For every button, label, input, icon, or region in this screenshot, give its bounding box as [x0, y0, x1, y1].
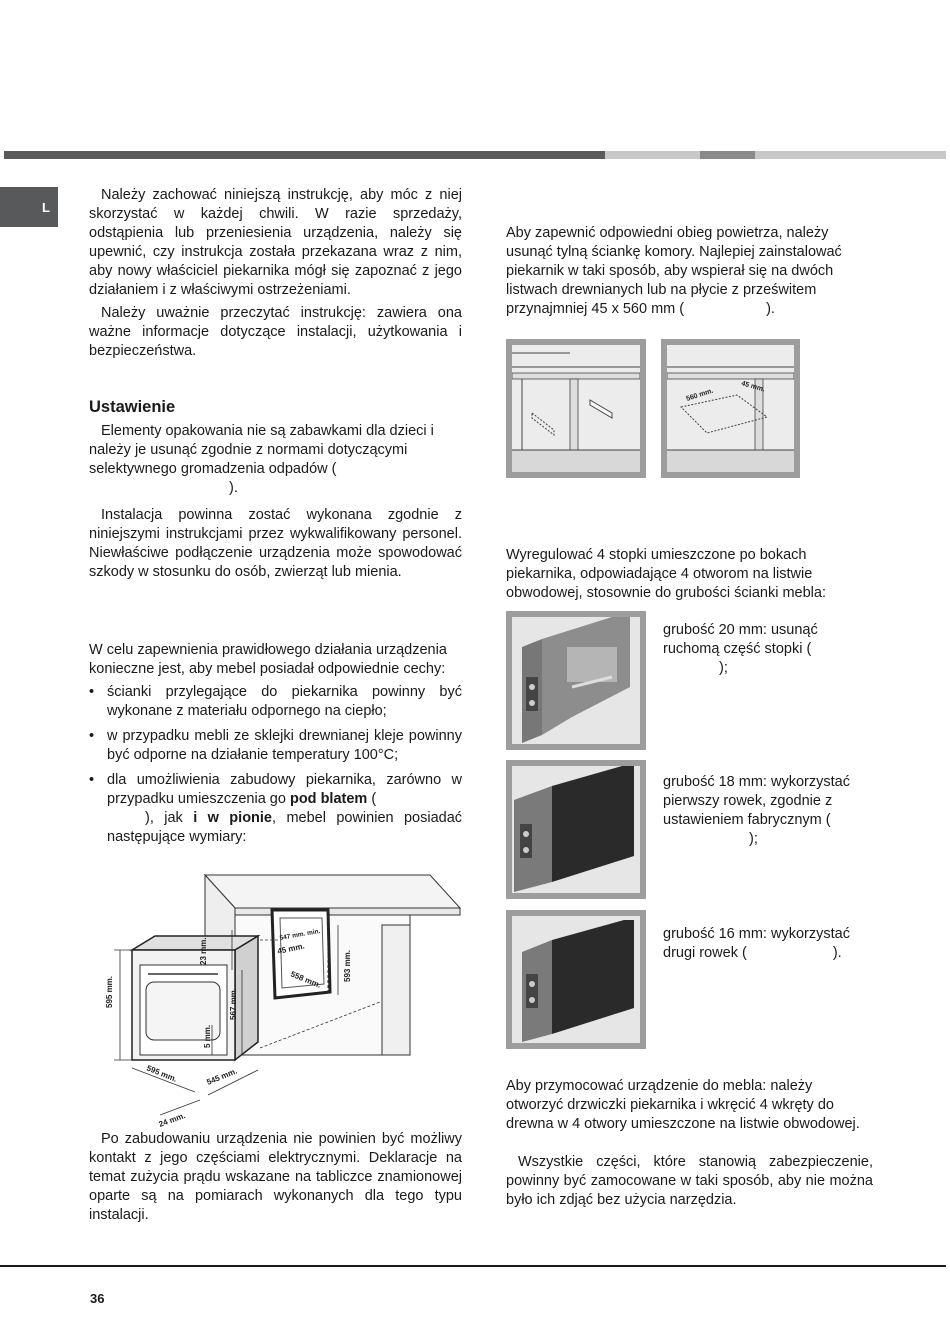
installation-section [89, 398, 462, 582]
dim-593: 593 mm. [343, 949, 352, 982]
dim-545: 545 mm. [205, 1066, 239, 1087]
cabinet-gap-drawing [667, 345, 794, 472]
cabinet-photo-right [661, 339, 800, 478]
foot-drawing [512, 766, 640, 893]
electrical-safety-paragraph: Po zabudowaniu urządzenia nie powinien być możliwy kontakt z jego częściami elektrycznymi. Deklaracje na temat zużycia prądu wskazane na tabliczce znamionowej oparte są na pomiarach wykonanych dla tego typu instalacji. [89, 1131, 462, 1223]
dim-595-horizontal: 595 mm. [145, 1063, 179, 1084]
cabinet-dimensions-diagram [100, 870, 470, 1135]
foot-drawing [512, 916, 640, 1043]
qualified-installer-paragraph: Instalacja powinna zostać wykonana zgodnie z niniejszymi instrukcjami przez wykwalifikowany personel. Niewłaściwe podłączenie urządzenia może spowodować szkody w stosunku do osób, zwierząt lub mienia. [89, 507, 462, 580]
dim-547-min: 547 mm. min. [279, 927, 321, 942]
read-instructions-paragraph: Należy uważnie przeczytać instrukcję: zawiera ona ważne informacje dotyczące instalacji, użytkowania i bezpieczeństwa. [89, 305, 462, 359]
list-item: • w przypadku mebli ze sklejki drewnianej kleje powinny być odporne na działanie temperatury 100°C; [89, 727, 462, 765]
furniture-requirements [89, 641, 462, 853]
feet-section [506, 546, 854, 603]
list-item: • ścianki przylegające do piekarnika powinny być wykonane z materiału odpornego na ciepło; [89, 683, 462, 721]
foot-photo-16mm [506, 910, 646, 1049]
fixing-paragraph: Aby przymocować urządzenie do mebla: należy otworzyć drzwiczki piekarnika i wkręcić 4 wkręty do drewna w 4 otwory umieszczone na listwie obwodowej. [506, 1078, 860, 1132]
protection-paragraph: Wszystkie części, które stanowią zabezpieczenie, powinny być zamocowane w taki sposób, aby nie można było ich zdjąć bez użycia narzędzia. [506, 1154, 873, 1208]
cabinet-photo-left [506, 339, 646, 478]
safety-paragraph-wrap [89, 1130, 462, 1225]
requirements-list [89, 683, 462, 847]
dim-5: 5 mm. [203, 1024, 212, 1048]
dim-567: 567 mm. [229, 987, 238, 1020]
packaging-text: Elementy opakowania nie są zabawkami dla dzieci i należy je usunąć zgodnie z normami dotyczącymi selektywnego gromadzenia odpadów ( [89, 423, 434, 477]
foot-photo-20mm [506, 611, 646, 750]
fig-560: 560 mm. [685, 387, 715, 403]
dim-45: 45 mm. [276, 941, 306, 956]
cabinet-drawing [512, 345, 640, 472]
foot-16mm-text: grubość 16 mm: wykorzystać drugi rowek ( ). [663, 926, 850, 961]
language-tab: L [0, 187, 58, 227]
fig-45: 45 mm. [740, 380, 766, 394]
dim-595-vertical: 595 mm. [105, 975, 114, 1008]
dim-23: 23 mm. [199, 937, 208, 965]
feet-paragraph: Wyregulować 4 stopki umieszczone po bokach piekarnika, odpowiadające 4 otworom na listwie obwodowej, stosownie do grubości ścianki mebla: [506, 547, 826, 601]
dim-24: 24 mm. [157, 1110, 187, 1129]
list-item: • dla umożliwienia zabudowy piekarnika, zarówno w przypadku umieszczenia go pod blatem ( ), jak i w pionie, mebel powinien posiadać następujące wymiary: [89, 771, 462, 847]
dim-558: 558 mm. [289, 969, 323, 990]
foot-drawing [512, 617, 640, 744]
foot-photo-18mm [506, 760, 646, 899]
requirements-intro: W celu zapewnienia prawidłowego działania urządzenia konieczne jest, aby mebel posiadał odpowiednie cechy: [89, 642, 447, 677]
foot-20mm-text: grubość 20 mm: usunąć ruchomą część stopki ( ); [663, 622, 818, 676]
section-heading: Ustawienie [89, 398, 176, 416]
fixing-section [506, 1077, 873, 1210]
page-number: 36 [90, 1291, 105, 1306]
packaging-text-end: ). [229, 480, 238, 496]
foot-18mm-text: grubość 18 mm: wykorzystać pierwszy rowek, zgodnie z ustawieniem fabrycznym (); [663, 774, 850, 847]
ventilation-section [506, 224, 873, 319]
footer-rule [0, 1265, 946, 1267]
header-bar [4, 151, 946, 159]
left-column [89, 186, 462, 361]
ventilation-paragraph: Aby zapewnić odpowiedni obieg powietrza, należy usunąć tylną ściankę komory. Najlepiej zainstalować piekarnik w taki sposób, aby wspierał się na dwóch listwach drewnianych lub na płycie z prześwitem przynajmniej 45 x 560 mm ( ). [506, 225, 842, 317]
intro-paragraph: Należy zachować niniejszą instrukcję, aby móc z niej skorzystać w każdej chwili. W razie sprzedaży, odstąpienia lub przeniesienia urządzenia, należy się upewnić, czy instrukcja została przekazana wraz z nim, aby nowy właściciel piekarnika mógł się zapoznać z jego działaniem i z właściwymi ostrzeżeniami. [89, 187, 462, 298]
packaging-paragraph [89, 422, 462, 498]
